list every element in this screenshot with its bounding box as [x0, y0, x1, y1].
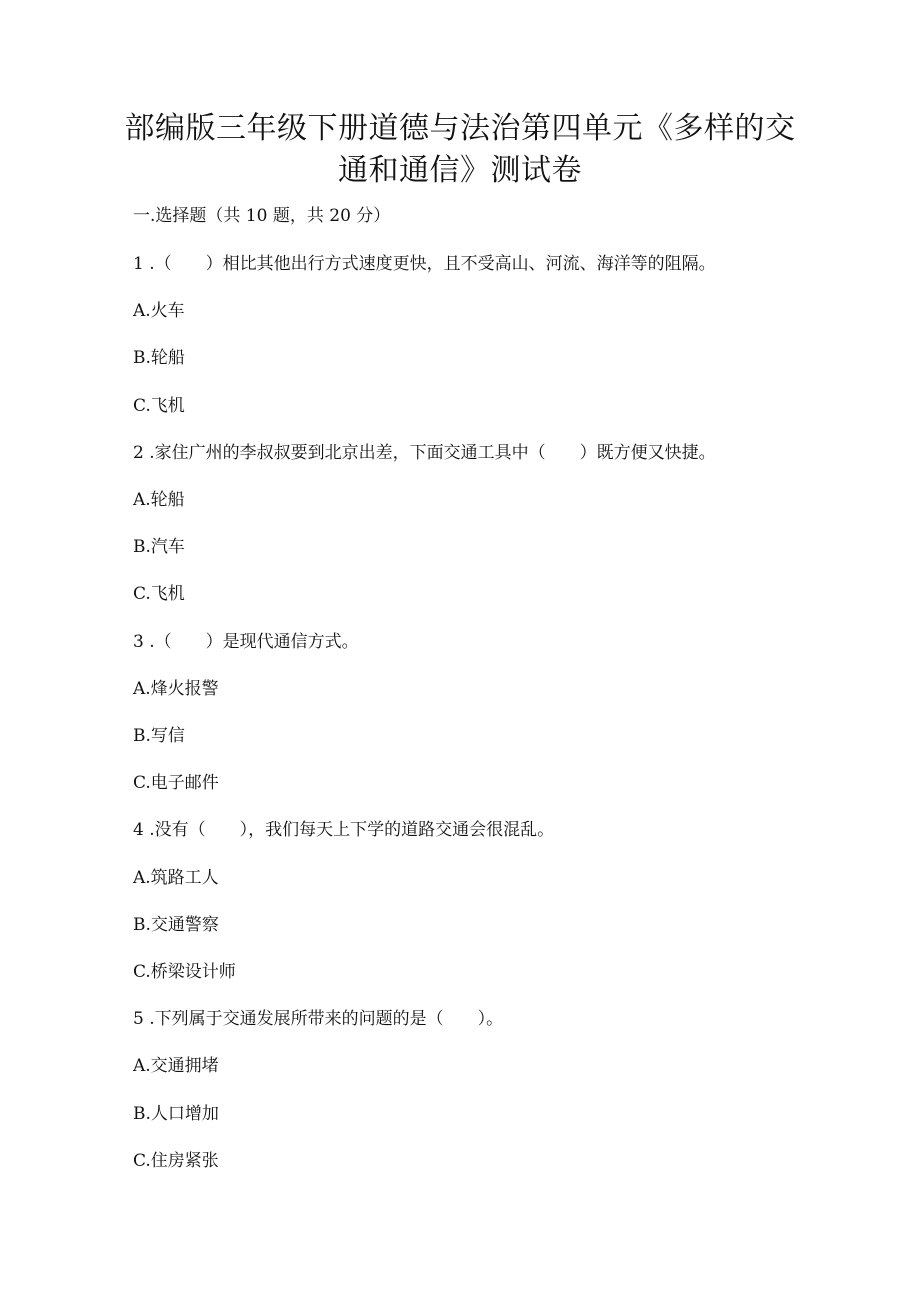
question-5-option-a: A.交通拥堵 [133, 1056, 219, 1076]
question-3-option-a: A.烽火报警 [133, 679, 219, 699]
question-3-option-b: B.写信 [133, 726, 185, 746]
question-2-option-c: C.飞机 [133, 584, 185, 604]
question-2-stem: 2 .家住广州的李叔叔要到北京出差，下面交通工具中（ ）既方便又快捷。 [133, 443, 716, 463]
question-4-option-a: A.筑路工人 [133, 868, 219, 888]
question-3-option-c: C.电子邮件 [133, 773, 219, 793]
question-1-option-c: C.飞机 [133, 396, 185, 416]
question-2-option-a: A.轮船 [133, 490, 185, 510]
question-4-stem: 4 .没有（ ），我们每天上下学的道路交通会很混乱。 [133, 820, 555, 840]
question-2-option-b: B.汽车 [133, 537, 185, 557]
question-3-stem: 3 .（ ）是现代通信方式。 [133, 632, 359, 652]
question-5-option-c: C.住房紧张 [133, 1151, 219, 1171]
document-title: 部编版三年级下册道德与法治第四单元《多样的交通和通信》测试卷 [124, 111, 796, 188]
question-1-option-a: A.火车 [133, 301, 185, 321]
question-5-stem: 5 .下列属于交通发展所带来的问题的是（ ）。 [133, 1009, 504, 1029]
section-heading: 一.选择题（共 10 题，共 20 分） [133, 206, 391, 226]
question-4-option-b: B.交通警察 [133, 915, 219, 935]
question-1-option-b: B.轮船 [133, 348, 185, 368]
question-1-stem: 1 .（ ）相比其他出行方式速度更快，且不受高山、河流、海洋等的阻隔。 [133, 254, 716, 274]
question-4-option-c: C.桥梁设计师 [133, 962, 236, 982]
question-5-option-b: B.人口增加 [133, 1104, 219, 1124]
